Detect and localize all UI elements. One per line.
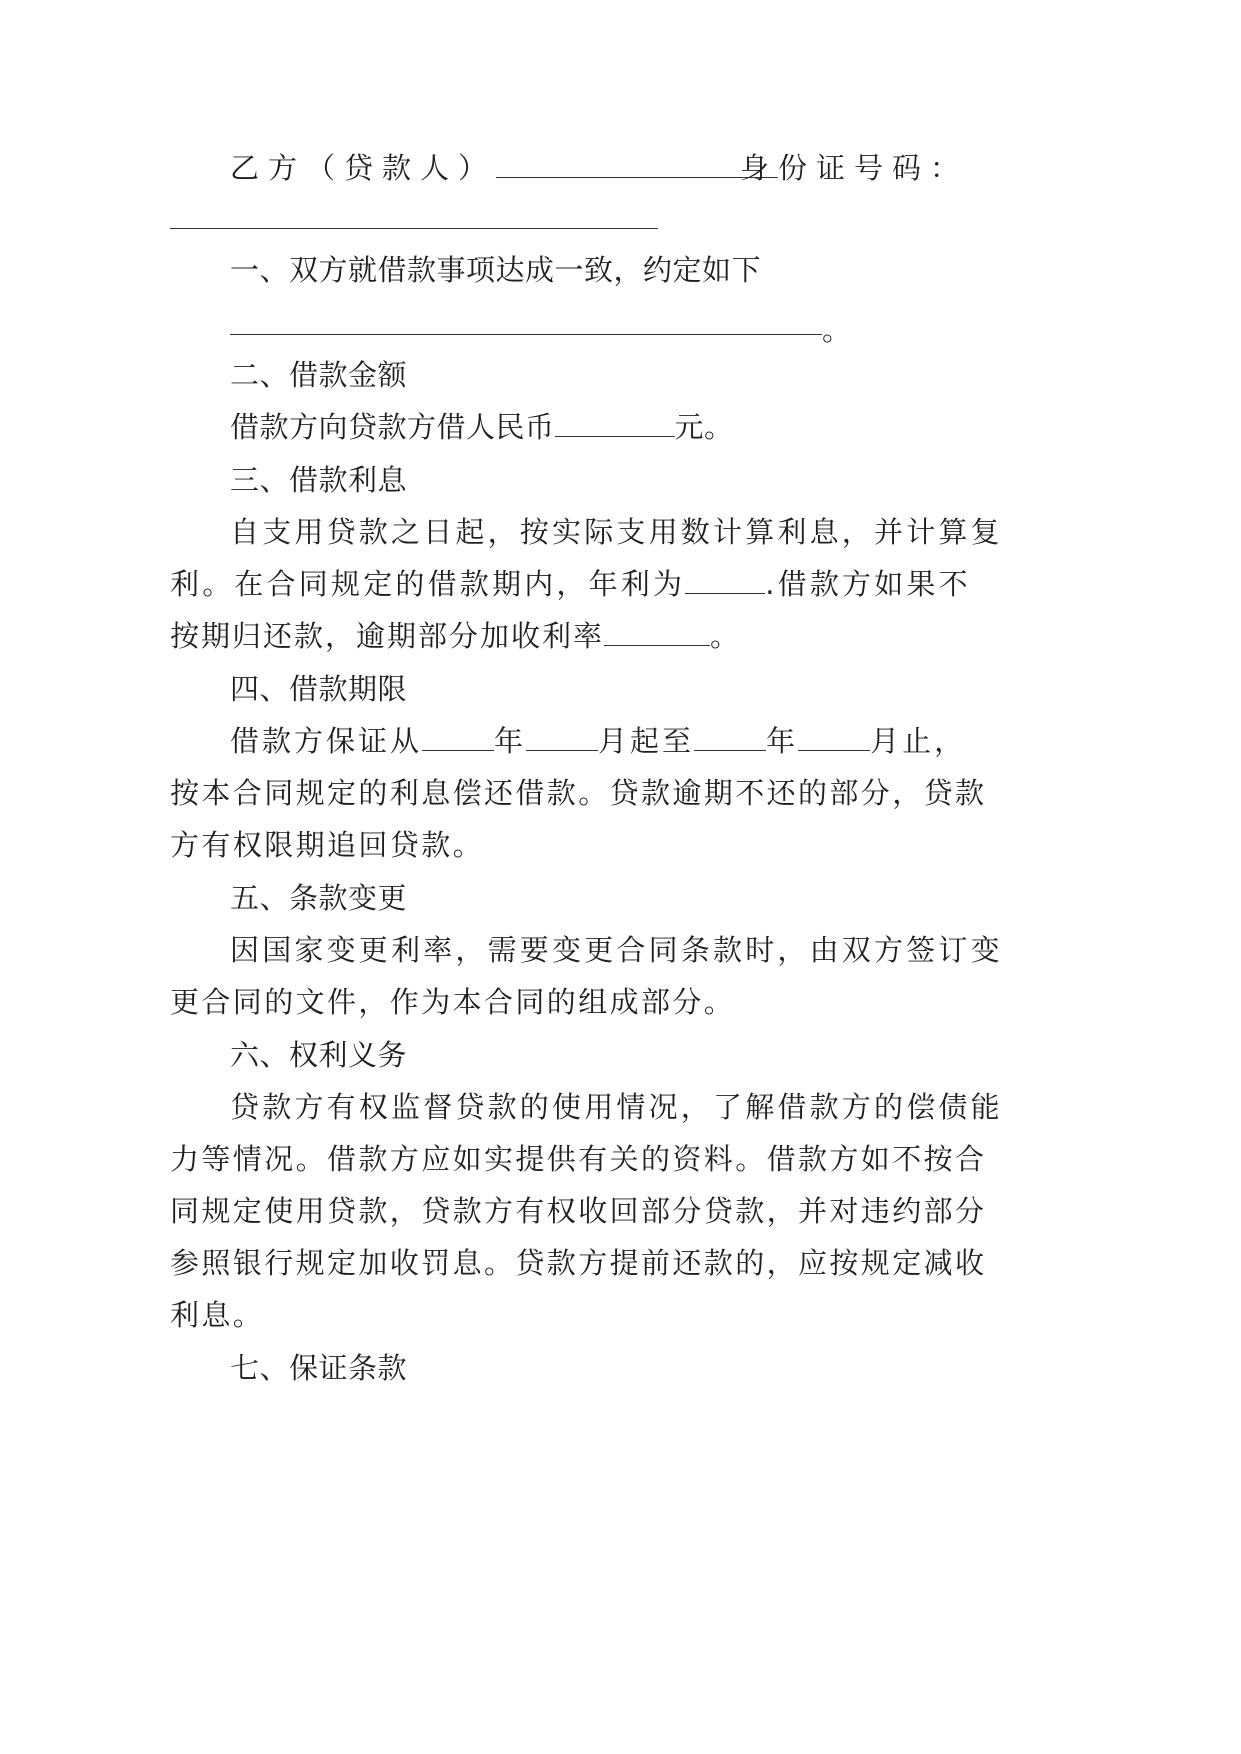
section-1-blank: [230, 334, 822, 335]
section-1-heading: 一、双方就借款事项达成一致，约定如下: [230, 253, 762, 287]
section-6-line-1: 贷款方有权监督贷款的使用情况，了解借款方的偿债能: [230, 1090, 1003, 1124]
party-b-line: [230, 148, 778, 188]
section-5-line-2: 更合同的文件，作为本合同的组成部分。: [170, 985, 736, 1019]
section-6-line-4: 参照银行规定加收罚息。贷款方提前还款的，应按规定减收: [170, 1246, 987, 1280]
section-3-line-2: 利。在合同规定的借款期内，年利为 .借款方如果不: [170, 567, 971, 601]
section-5-heading: 五、条款变更: [230, 881, 408, 915]
end-month-blank: [798, 722, 870, 751]
start-year-blank: [422, 722, 494, 751]
overdue-rate-blank: [604, 617, 710, 646]
party-b-id-label: 身份证号码：: [740, 151, 969, 185]
section-1-end: 。: [822, 313, 852, 347]
section-4-line-2: 按本合同规定的利息偿还借款。贷款逾期不还的部分，贷款: [170, 776, 987, 810]
section-4-heading: 四、借款期限: [230, 672, 408, 706]
section-4-line-1: 借款方保证从 年 月起至 年 月止，: [230, 724, 967, 758]
section-2-text: 借款方向贷款方借人民币 元。: [230, 410, 734, 444]
end-year-blank: [694, 722, 766, 751]
section-6-heading: 六、权利义务: [230, 1038, 408, 1072]
loan-amount-blank: [555, 408, 675, 437]
section-6-line-3: 同规定使用贷款，贷款方有权收回部分贷款，并对违约部分: [170, 1194, 987, 1228]
section-5-line-1: 因国家变更利率，需要变更合同条款时，由双方签订变: [230, 933, 1003, 967]
section-4-line-3: 方有权限期追回贷款。: [170, 828, 485, 862]
section-3-heading: 三、借款利息: [230, 463, 408, 497]
party-b-label: 乙方（贷款人）: [230, 151, 497, 185]
party-b-id-blank: [170, 228, 658, 229]
section-6-line-5: 利息。: [170, 1298, 265, 1332]
annual-interest-blank: [685, 565, 765, 594]
start-month-blank: [526, 722, 598, 751]
section-7-heading: 七、保证条款: [230, 1351, 408, 1385]
section-2-heading: 二、借款金额: [230, 358, 408, 392]
section-3-line-1: 自支用贷款之日起，按实际支用数计算利息，并计算复: [230, 515, 1003, 549]
section-6-line-2: 力等情况。借款方应如实提供有关的资料。借款方如不按合: [170, 1142, 987, 1176]
party-b-name-blank: [496, 149, 778, 178]
section-3-line-3: 按期归还款，逾期部分加收利率 。: [170, 619, 742, 653]
